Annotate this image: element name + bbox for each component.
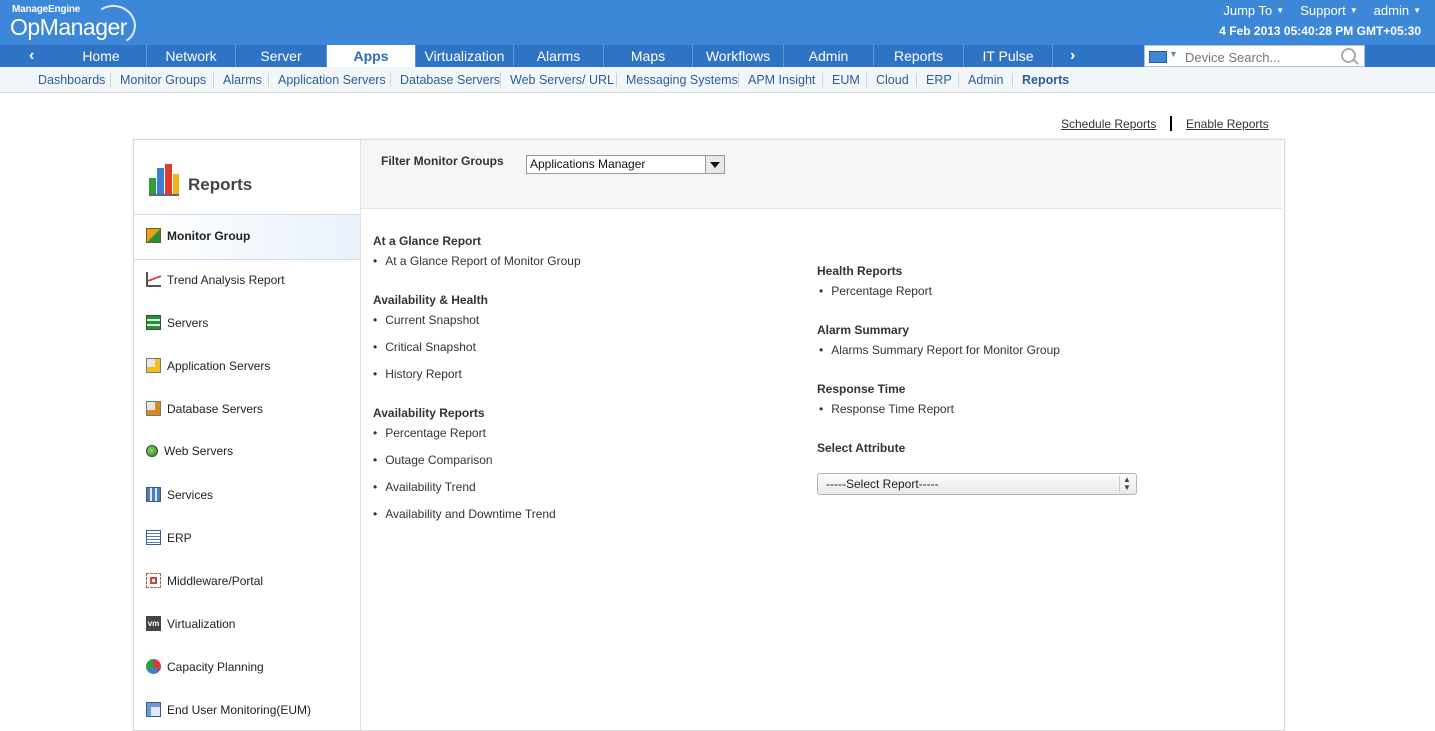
report-link-at-a-glance[interactable]: • At a Glance Report of Monitor Group	[373, 254, 581, 268]
nav-next-icon[interactable]: ›	[1070, 47, 1076, 64]
subnav-divider	[916, 73, 917, 87]
monitor-group-select[interactable]	[526, 155, 725, 174]
device-search	[1144, 45, 1365, 67]
nav-reports[interactable]: Reports	[874, 45, 964, 67]
filter-label: Filter Monitor Groups	[381, 154, 504, 168]
sidebar-item-virtualization[interactable]	[146, 616, 235, 631]
subnav-divider	[822, 73, 823, 87]
sidebar-item-eum[interactable]	[146, 702, 311, 717]
section-title-at-a-glance: At a Glance Report	[373, 234, 482, 248]
section-title-availability-reports: Availability Reports	[373, 406, 485, 420]
updown-arrows-icon: ▲ ▼	[1119, 476, 1134, 492]
device-search-input[interactable]	[1183, 47, 1327, 67]
user-menu[interactable]: admin ▼	[1373, 3, 1421, 18]
support-menu[interactable]: Support ▼	[1300, 3, 1358, 18]
report-link-percentage[interactable]: • Percentage Report	[373, 426, 486, 440]
nav-server[interactable]: Server	[236, 45, 327, 67]
sidebar-item-label: End User Monitoring(EUM)	[167, 702, 312, 717]
subnav-divider	[616, 73, 617, 87]
report-link-response-time[interactable]: • Response Time Report	[819, 402, 954, 416]
current-datetime: 4 Feb 2013 05:40:28 PM GMT+05:30	[1219, 24, 1421, 38]
subnav-web-servers[interactable]: Web Servers/ URL	[510, 73, 614, 87]
sidebar-item-label: ERP	[167, 530, 192, 545]
nav-apps[interactable]: Apps	[327, 45, 416, 67]
report-link-health-percentage[interactable]: • Percentage Report	[819, 284, 932, 298]
sidebar-item-trend-analysis[interactable]	[146, 272, 285, 287]
sidebar-item-servers[interactable]	[146, 315, 208, 330]
vm-icon: vm	[146, 616, 161, 631]
link-divider	[1170, 116, 1172, 131]
subnav-dashboards[interactable]: Dashboards	[38, 73, 106, 87]
logo-product[interactable]: OpManager	[10, 14, 127, 40]
monitor-group-select-value: Applications Manager	[530, 157, 646, 171]
report-link-alarm-summary[interactable]: • Alarms Summary Report for Monitor Group	[819, 343, 1060, 357]
monitor-group-icon	[146, 228, 161, 243]
report-link-history-report[interactable]: • History Report	[373, 367, 462, 381]
nav-virtualization[interactable]: Virtualization	[416, 45, 514, 67]
sidebar-title: Reports	[188, 175, 253, 194]
sidebar-item-label: Servers	[167, 315, 209, 330]
nav-maps[interactable]: Maps	[604, 45, 693, 67]
sidebar-item-erp[interactable]	[146, 530, 192, 545]
application-server-icon	[146, 358, 161, 373]
report-link-availability-trend[interactable]: • Availability Trend	[373, 480, 476, 494]
database-icon	[146, 401, 161, 416]
report-link-current-snapshot[interactable]: • Current Snapshot	[373, 313, 479, 327]
sidebar-item-middleware[interactable]	[146, 573, 263, 588]
monitor-icon[interactable]	[1149, 51, 1167, 63]
middleware-icon	[146, 573, 161, 588]
subnav-application-servers[interactable]: Application Servers	[278, 73, 386, 87]
sidebar-item-label: Middleware/Portal	[167, 573, 264, 588]
logo-vendor: ManageEngine	[12, 4, 81, 15]
subnav-cloud[interactable]: Cloud	[876, 73, 909, 87]
schedule-reports-link[interactable]: Schedule Reports	[1061, 117, 1157, 131]
nav-network[interactable]: Network	[147, 45, 236, 67]
subnav-monitor-groups[interactable]: Monitor Groups	[120, 73, 207, 87]
subnav-database-servers[interactable]: Database Servers	[400, 73, 501, 87]
subnav-admin[interactable]: Admin	[968, 73, 1004, 87]
sidebar-item-label: Application Servers	[167, 358, 271, 373]
subnav-divider	[110, 73, 111, 87]
sidebar-item-capacity-planning[interactable]	[146, 659, 264, 674]
server-icon	[146, 315, 161, 330]
subnav-erp[interactable]: ERP	[926, 73, 952, 87]
sidebar-item-label: Virtualization	[167, 616, 236, 631]
sidebar-item-monitor-group[interactable]	[146, 228, 250, 243]
nav-prev-icon[interactable]: ‹	[29, 47, 35, 64]
subnav-divider	[268, 73, 269, 87]
subnav-divider	[213, 73, 214, 87]
chevron-down-icon[interactable]: ▼	[1169, 49, 1178, 59]
sidebar-item-label: Services	[167, 487, 214, 502]
search-icon[interactable]	[1341, 48, 1356, 63]
subnav-divider	[1012, 73, 1013, 87]
subnav-divider	[390, 73, 391, 87]
subnav-reports[interactable]: Reports	[1022, 73, 1070, 87]
top-links	[1223, 3, 1421, 18]
nav-workflows[interactable]: Workflows	[693, 45, 784, 67]
nav-home[interactable]: Home	[56, 45, 147, 67]
sidebar-item-label: Web Servers	[164, 444, 234, 458]
nav-admin[interactable]: Admin	[784, 45, 874, 67]
section-title-response-time: Response Time	[817, 382, 906, 396]
subnav-divider	[738, 73, 739, 87]
report-link-critical-snapshot[interactable]: • Critical Snapshot	[373, 340, 476, 354]
section-title-alarm-summary: Alarm Summary	[817, 323, 910, 337]
sidebar-item-application-servers[interactable]	[146, 358, 270, 373]
trend-chart-icon	[146, 272, 161, 287]
subnav-alarms[interactable]: Alarms	[223, 73, 262, 87]
app-header	[0, 0, 1435, 45]
sidebar-item-label: Capacity Planning	[167, 659, 264, 674]
subnav-messaging-systems[interactable]: Messaging Systems	[626, 73, 738, 87]
sidebar-item-label: Trend Analysis Report	[167, 272, 285, 287]
report-link-availability-downtime-trend[interactable]: • Availability and Downtime Trend	[373, 507, 556, 521]
chevron-down-icon[interactable]	[705, 156, 724, 173]
nav-alarms[interactable]: Alarms	[514, 45, 604, 67]
nav-it-pulse[interactable]: IT Pulse	[964, 45, 1053, 67]
filter-bar	[361, 140, 1282, 209]
sidebar-item-database-servers[interactable]	[146, 401, 263, 416]
bar-chart-icon	[149, 164, 179, 196]
jump-to-menu[interactable]: Jump To ▼	[1223, 3, 1285, 18]
subnav-divider	[866, 73, 867, 87]
services-icon	[146, 487, 161, 502]
globe-icon	[146, 445, 158, 457]
pie-chart-icon	[146, 659, 161, 674]
sidebar-item-label: Monitor Group	[167, 228, 251, 243]
section-title-health-reports: Health Reports	[817, 264, 903, 278]
report-link-outage-comparison[interactable]: • Outage Comparison	[373, 453, 493, 467]
enable-reports-link[interactable]: Enable Reports	[1186, 117, 1269, 131]
select-report-value: -----Select Report-----	[826, 477, 939, 491]
sidebar-item-web-servers[interactable]	[146, 444, 233, 458]
subnav-apm-insight[interactable]: APM Insight	[748, 73, 816, 87]
section-title-select-attribute: Select Attribute	[817, 441, 906, 455]
select-report-dropdown[interactable]	[817, 473, 1137, 495]
user-monitor-icon	[146, 702, 161, 717]
sidebar-item-services[interactable]	[146, 487, 213, 502]
subnav-divider	[500, 73, 501, 87]
subnav-divider	[958, 73, 959, 87]
section-title-availability-health: Availability & Health	[373, 293, 488, 307]
subnav-eum[interactable]: EUM	[832, 73, 860, 87]
sidebar-item-label: Database Servers	[167, 401, 264, 416]
erp-icon	[146, 530, 161, 545]
